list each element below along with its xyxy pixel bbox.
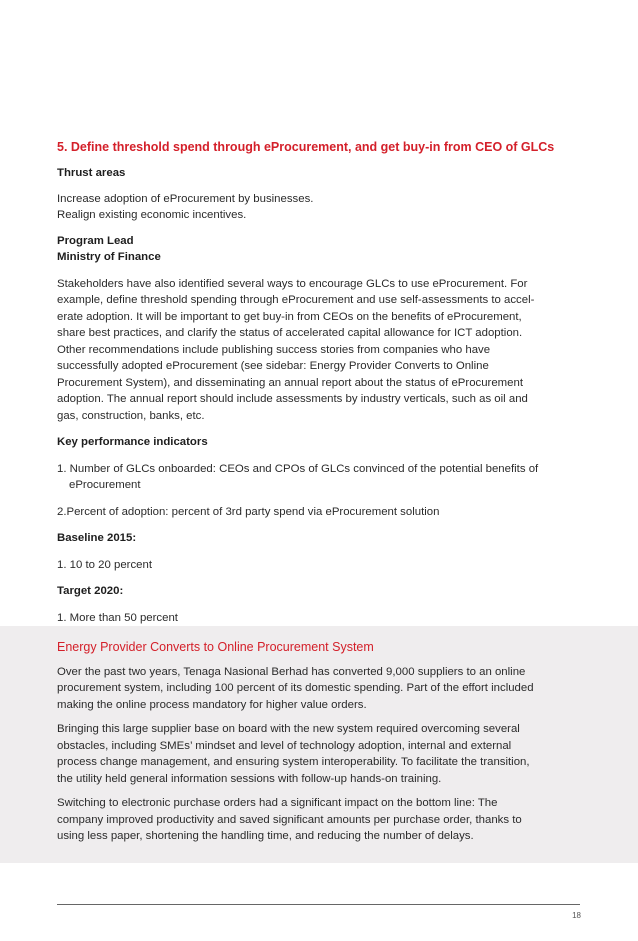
program-lead-heading: Program Lead — [57, 234, 134, 247]
body-line: share best practices, and clarify the status of accelerated capital allowance for ICT adoption. — [57, 327, 523, 339]
body-paragraph — [57, 276, 582, 425]
sidebar-title: Energy Provider Converts to Online Procurement System — [57, 640, 374, 654]
footer-divider — [57, 904, 580, 905]
section-body — [57, 165, 582, 626]
body-line: example, define threshold spending through eProcurement and use self-assessments to accel- — [57, 294, 535, 306]
body-line: Stakeholders have also identified several ways to encourage GLCs to use eProcurement. For — [57, 277, 528, 290]
body-line: Other recommendations include publishing success stories from companies who have — [57, 343, 491, 356]
body-line: successfully adopted eProcurement (see sidebar: Energy Provider Converts to Online — [57, 360, 489, 372]
target-value: 1. More than 50 percent — [57, 611, 178, 624]
sidebar-line: using less paper, shortening the handling time, and reducing the number of delays. — [57, 830, 474, 842]
target-heading: Target 2020: — [57, 585, 124, 597]
sidebar-line: making the online process mandatory for higher value orders. — [57, 698, 367, 711]
kpi-item: 1. Number of GLCs onboarded: CEOs and CPOs of GLCs convinced of the potential benefits of eProcurement — [57, 462, 539, 491]
section-title: 5. Define threshold spend through eProcurement, and get buy-in from CEO of GLCs — [57, 140, 555, 154]
kpi-heading: Key performance indicators — [57, 436, 208, 448]
sidebar-line: obstacles, including SMEs’ mindset and level of technology adoption, internal and external — [57, 739, 512, 752]
sidebar-line: company improved productivity and saved significant amounts per purchase order, thanks to — [57, 813, 522, 826]
thrust-area-line: Realign existing economic incentives. — [57, 209, 247, 221]
thrust-areas-heading: Thrust areas — [57, 167, 126, 179]
thrust-area-line: Increase adoption of eProcurement by businesses. — [57, 192, 314, 205]
sidebar-paragraph — [57, 721, 582, 787]
sidebar-line: the utility held general information sessions with follow-up hands-on training. — [57, 772, 442, 785]
sidebar-box — [0, 626, 638, 863]
sidebar-paragraph — [57, 664, 582, 714]
body-line: gas, construction, banks, etc. — [57, 409, 205, 422]
sidebar-content — [57, 639, 582, 853]
baseline-heading: Baseline 2015: — [57, 532, 137, 544]
sidebar-line: procurement system, including 100 percent of its domestic spending. Part of the effort included — [57, 682, 534, 694]
sidebar-paragraph — [57, 795, 582, 845]
body-line: erate adoption. It will be important to get buy-in from CEOs on the benefits of eProcurement, — [57, 310, 522, 323]
sidebar-line: Bringing this large supplier base on board with the new system required overcoming several — [57, 723, 520, 735]
sidebar-line: Switching to electronic purchase orders had a significant impact on the bottom line: The — [57, 797, 498, 809]
body-line: Procurement System), and disseminating an annual report about the status of eProcurement — [57, 376, 524, 389]
baseline-value: 1. 10 to 20 percent — [57, 558, 152, 571]
body-line: adoption. The annual report should include assessments by industry verticals, such as oil and — [57, 393, 528, 405]
page-number: 18 — [572, 911, 581, 920]
program-lead-value: Ministry of Finance — [57, 251, 161, 263]
kpi-item: 2.Percent of adoption: percent of 3rd party spend via eProcurement solution — [57, 505, 440, 518]
sidebar-line: process change management, and ensuring system interoperability. To facilitate the transition, — [57, 756, 530, 768]
sidebar-line: Over the past two years, Tenaga Nasional Berhad has converted 9,000 suppliers to an online — [57, 665, 526, 678]
